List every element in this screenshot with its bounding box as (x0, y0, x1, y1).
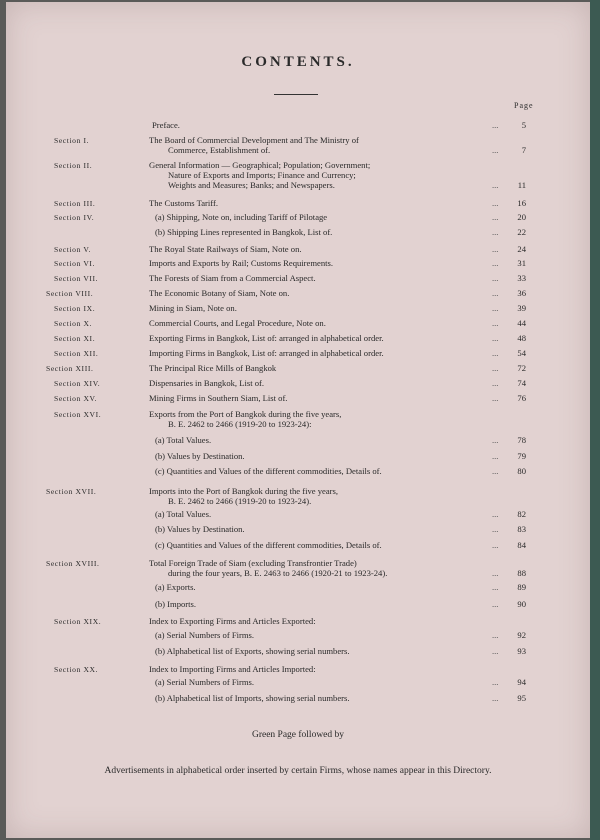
entry-title: Mining in Siam, Note on. (149, 303, 237, 313)
entry-continuation: Nature of Exports and Imports; Finance and Currency; (168, 170, 356, 180)
footer-note: Green Page followed by (251, 730, 345, 740)
leader-dots: ... (492, 466, 499, 476)
title-rule (274, 94, 318, 95)
leader-dots: ... (492, 435, 499, 445)
entry-title: (b) Alphabetical list of Exports, showing serial numbers. (155, 646, 350, 656)
page-number: 83 (517, 524, 526, 534)
page-number: 88 (517, 568, 526, 578)
section-number: Section XX. (54, 665, 99, 674)
entry-continuation: B. E. 2462 to 2466 (1919-20 to 1923-24): (168, 419, 312, 429)
section-number: Section XII. (54, 349, 99, 358)
section-number: Section VI. (54, 259, 96, 268)
page-number: 95 (517, 693, 526, 703)
leader-dots: ... (492, 540, 499, 550)
section-number: Section XVI. (54, 410, 102, 419)
leader-dots: ... (492, 303, 499, 313)
footer-advert-note: Advertisements in alphabetical order inserted by certain Firms, whose names appear in this Directory. (104, 766, 492, 776)
entry-title: The Board of Commercial Development and The Ministry of (149, 135, 359, 145)
leader-dots: ... (492, 599, 499, 609)
entry-title: (a) Serial Numbers of Firms. (155, 677, 255, 687)
page-number: 89 (517, 582, 526, 592)
section-number: Section III. (54, 199, 96, 208)
leader-dots: ... (492, 524, 499, 534)
entry-title: (b) Values by Destination. (155, 451, 245, 461)
entry-title: The Customs Tariff. (149, 198, 219, 208)
leader-dots: ... (492, 348, 499, 358)
page-number: 76 (517, 393, 526, 403)
entry-title: (a) Total Values. (155, 509, 212, 519)
section-number: Section II. (54, 161, 93, 170)
page-number: 84 (517, 540, 526, 550)
page-number: 48 (517, 333, 526, 343)
section-number: Section XIX. (54, 617, 102, 626)
page-number: 39 (517, 303, 526, 313)
page-number: 79 (517, 451, 526, 461)
entry-title: The Royal State Railways of Siam, Note on. (149, 244, 302, 254)
entry-title: Total Foreign Trade of Siam (excluding Transfrontier Trade) (149, 558, 357, 568)
page-number: 44 (517, 318, 526, 328)
section-number: Section XV. (54, 394, 98, 403)
page-number: 7 (521, 145, 526, 155)
entry-title: (b) Imports. (155, 599, 197, 609)
entry-title: (a) Exports. (155, 582, 196, 592)
leader-dots: ... (492, 378, 499, 388)
section-number: Section IV. (54, 213, 95, 222)
entry-title: General Information — Geographical; Population; Government; (149, 160, 371, 170)
page-number: 82 (517, 509, 526, 519)
entry-title: Importing Firms in Bangkok, List of: arranged in alphabetical order. (149, 348, 384, 358)
entry-title: (a) Shipping, Note on, including Tariff of Pilotage (155, 212, 328, 222)
entry-continuation: during the four years, B. E. 2463 to 2466 (1920-21 to 1923-24). (168, 568, 388, 578)
entry-title: (a) Total Values. (155, 435, 212, 445)
entry-title: (a) Serial Numbers of Firms. (155, 630, 255, 640)
leader-dots: ... (492, 180, 499, 190)
leader-dots: ... (492, 393, 499, 403)
leader-dots: ... (492, 509, 499, 519)
leader-dots: ... (492, 288, 499, 298)
page-title: CONTENTS. (241, 54, 355, 70)
leader-dots: ... (492, 145, 499, 155)
entry-title: Index to Importing Firms and Articles Imported: (149, 664, 316, 674)
entry-title: The Forests of Siam from a Commercial Aspect. (149, 273, 316, 283)
page-number: 22 (517, 227, 526, 237)
leader-dots: ... (492, 677, 499, 687)
entry-title: (b) Alphabetical list of Imports, showing serial numbers. (155, 693, 350, 703)
page-number: 93 (517, 646, 526, 656)
leader-dots: ... (492, 333, 499, 343)
page-number: 54 (517, 348, 526, 358)
page-number: 74 (517, 378, 526, 388)
leader-dots: ... (492, 363, 499, 373)
leader-dots: ... (492, 568, 499, 578)
page-number: 90 (517, 599, 526, 609)
entry-title: The Principal Rice Mills of Bangkok (149, 363, 277, 373)
entry-title: (b) Values by Destination. (155, 524, 245, 534)
leader-dots: ... (492, 630, 499, 640)
section-number: Section VIII. (46, 289, 94, 298)
leader-dots: ... (492, 212, 499, 222)
leader-dots: ... (492, 646, 499, 656)
book-cover-edge (590, 0, 600, 840)
leader-dots: ... (492, 582, 499, 592)
section-number: Section V. (54, 245, 91, 254)
section-number: Section XIII. (46, 364, 94, 373)
entry-title: The Economic Botany of Siam, Note on. (149, 288, 290, 298)
entry-title: Mining Firms in Southern Siam, List of. (149, 393, 288, 403)
page-column-header: Page (514, 101, 534, 110)
leader-dots: ... (492, 318, 499, 328)
page-number: 92 (517, 630, 526, 640)
section-number: Section XVIII. (46, 559, 100, 568)
leader-dots: ... (492, 120, 499, 130)
page-number: 16 (517, 198, 526, 208)
page-number: 94 (517, 677, 526, 687)
page-number: 33 (517, 273, 526, 283)
page-number: 11 (517, 180, 526, 190)
entry-title: Dispensaries in Bangkok, List of. (149, 378, 265, 388)
entry-continuation: Commerce, Establishment of. (168, 145, 271, 155)
entry-title: (c) Quantities and Values of the different commodities, Details of. (155, 540, 382, 550)
page-number: 5 (521, 120, 526, 130)
entry-title: Exports from the Port of Bangkok during the five years, (149, 409, 342, 419)
section-number: Section XI. (54, 334, 96, 343)
section-number: Section VII. (54, 274, 99, 283)
page-number: 24 (517, 244, 526, 254)
page-number: 36 (517, 288, 526, 298)
entry-title: Imports and Exports by Rail; Customs Requirements. (149, 258, 334, 268)
leader-dots: ... (492, 198, 499, 208)
section-number: Section XIV. (54, 379, 101, 388)
page-number: 78 (517, 435, 526, 445)
leader-dots: ... (492, 693, 499, 703)
page-number: 20 (517, 212, 526, 222)
leader-dots: ... (492, 258, 499, 268)
leader-dots: ... (492, 227, 499, 237)
page-number: 31 (517, 258, 526, 268)
section-number: Section IX. (54, 304, 96, 313)
section-number: Section X. (54, 319, 93, 328)
entry-title: Commercial Courts, and Legal Procedure, Note on. (149, 318, 326, 328)
entry-continuation: Weights and Measures; Banks; and Newspapers. (168, 180, 335, 190)
page-number: 80 (517, 466, 526, 476)
leader-dots: ... (492, 273, 499, 283)
document-page (6, 2, 590, 838)
entry-title: Imports into the Port of Bangkok during the five years, (149, 486, 339, 496)
entry-title: Preface. (152, 120, 180, 130)
entry-continuation: B. E. 2462 to 2466 (1919-20 to 1923-24). (168, 496, 312, 506)
entry-title: (c) Quantities and Values of the different commodities, Details of. (155, 466, 382, 476)
entry-title: Exporting Firms in Bangkok, List of: arranged in alphabetical order. (149, 333, 384, 343)
section-number: Section XVII. (46, 487, 97, 496)
entry-title: Index to Exporting Firms and Articles Exported: (149, 616, 316, 626)
section-number: Section I. (54, 136, 90, 145)
leader-dots: ... (492, 451, 499, 461)
leader-dots: ... (492, 244, 499, 254)
entry-title: (b) Shipping Lines represented in Bangkok, List of. (155, 227, 333, 237)
page-number: 72 (517, 363, 526, 373)
